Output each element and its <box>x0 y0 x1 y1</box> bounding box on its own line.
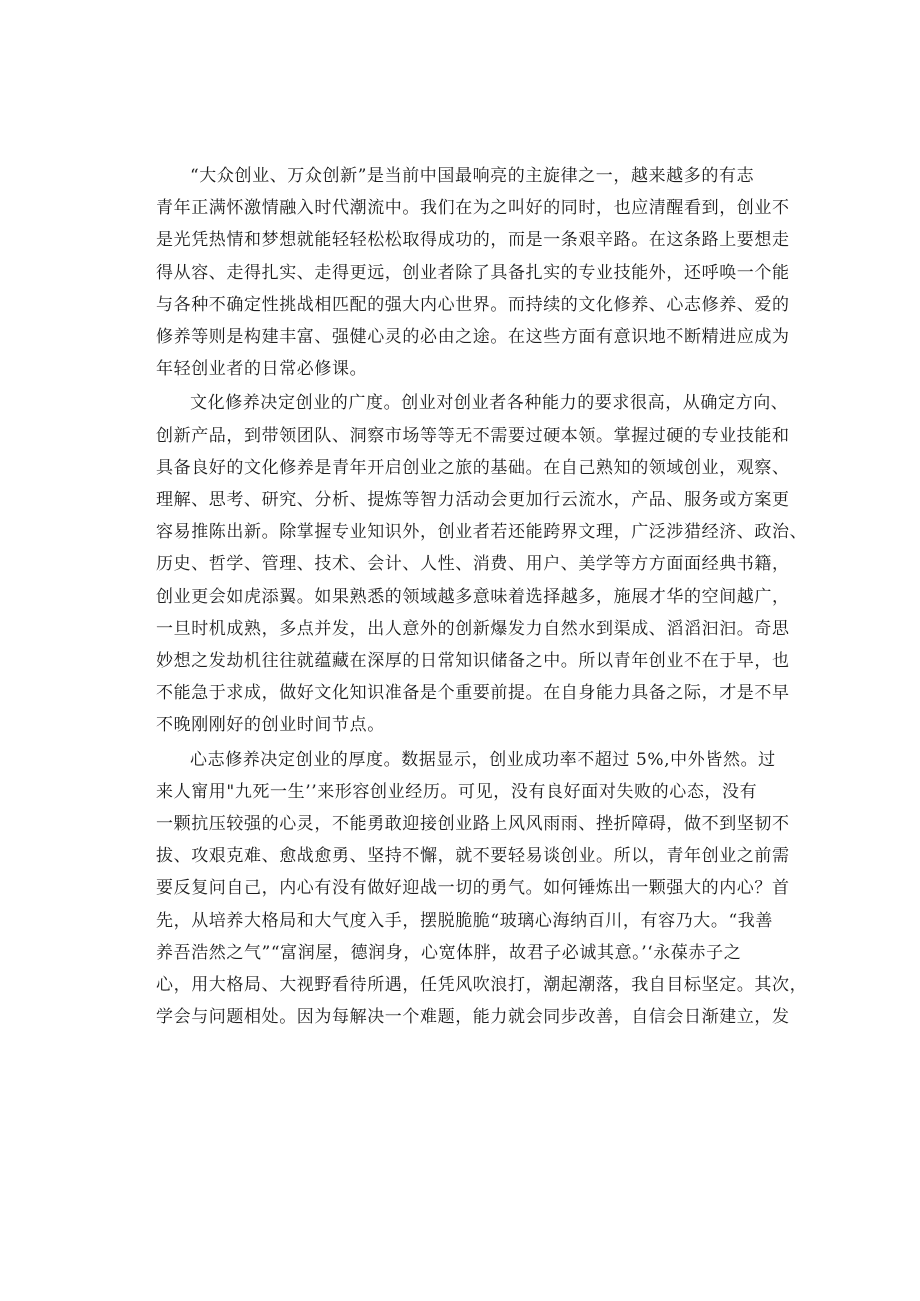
text-line: 理解、思考、研究、分析、提炼等智力活动会更加行云流水，产品、服务或方案更 <box>156 490 790 511</box>
text-line: 来人甯用"九死一生’’来形容创业经历。可见，没有良好面对失败的心态，没有 <box>156 781 758 802</box>
text-line: 一颗抗压较强的心灵，不能勇敢迎接创业路上风风雨雨、挫折障碍，做不到坚韧不 <box>156 814 790 835</box>
text-line: 心志修养决定创业的厚度。数据显示，创业成功率不超过 5%,中外皆然。过 <box>190 749 776 770</box>
text-line: 创新产品，到带领团队、洞察市场等等无不需要过硬本领。掌握过硬的专业技能和 <box>156 425 790 446</box>
text-line: 是光凭热情和梦想就能轻轻松松取得成功的，而是一条艰辛路。在这条路上要想走 <box>156 230 790 251</box>
paragraph-culture <box>156 387 808 741</box>
text-line: 心，用大格局、大视野看待所遇，任凭风吹浪打，潮起潮落，我自目标坚定。其次， <box>156 975 808 996</box>
text-line: 一旦时机成熟，多点并发，出人意外的创新爆发力自然水到渠成、滔滔汩汩。奇思 <box>156 618 790 639</box>
text-line: 不晚刚刚好的创业时间节点。 <box>156 715 385 736</box>
text-line: 创业更会如虎添翼。如果熟悉的领域越多意味着选择越多，施展才华的空间越广， <box>156 586 790 607</box>
text-line: 学会与问题相处。因为每解决一个难题，能力就会同步改善，自信会日渐建立，发 <box>156 1007 790 1028</box>
text-line: “大众创业、万众创新”是当前中国最响亮的主旋律之一，越来越多的有志 <box>190 166 755 186</box>
text-line: 与各种不确定性挑战相匹配的强大内心世界。而持续的文化修养、心志修养、爱的 <box>156 294 790 315</box>
text-line: 修养等则是构建丰富、强健心灵的必由之途。在这些方面有意识地不断精进应成为 <box>156 327 790 348</box>
text-line: 先，从培养大格局和大气度入手，摆脱脆脆“玻璃心海纳百川，有容乃大。“我善 <box>156 910 773 931</box>
text-line: 年轻创业者的日常必修课。 <box>156 359 368 380</box>
paragraph-intro <box>156 160 790 385</box>
text-line: 妙想之发劫机往往就蕴藏在深厚的日常知识储备之中。所以青年创业不在于早，也 <box>156 651 790 672</box>
text-line: 历史、哲学、管理、技术、会计、人性、消费、用户、美学等方方面面经典书籍， <box>156 554 790 575</box>
text-line: 青年正满怀激情融入时代潮流中。我们在为之叫好的同时，也应清醒看到，创业不 <box>156 198 790 219</box>
document-body <box>156 160 808 1033</box>
text-line: 要反复问自己，内心有没有做好迎战一切的勇气。如何锤炼出一颗强大的内心？首 <box>156 878 790 899</box>
text-line: 文化修养决定创业的广度。创业对创业者各种能力的要求很高，从确定方向、 <box>190 393 789 414</box>
text-line: 容易推陈出新。除掌握专业知识外，创业者若还能跨界文理，广泛涉猎经济、政治、 <box>156 522 808 543</box>
text-line: 不能急于求成，做好文化知识准备是个重要前提。在自身能力具备之际，才是不早 <box>156 683 790 704</box>
text-line: 拔、攻艰克难、愈战愈勇、坚持不懈，就不要轻易谈创业。所以，青年创业之前需 <box>156 846 790 867</box>
text-line: 具备良好的文化修养是青年开启创业之旅的基础。在自己熟知的领域创业，观察、 <box>156 457 790 478</box>
text-line: 养吾浩然之气”“富润屋，德润身，心宽体胖，故君子必诚其意。’‘永葆赤子之 <box>156 942 742 963</box>
text-line: 得从容、走得扎实、走得更远，创业者除了具备扎实的专业技能外，还呼唤一个能 <box>156 262 790 283</box>
paragraph-mindset <box>156 744 808 1034</box>
